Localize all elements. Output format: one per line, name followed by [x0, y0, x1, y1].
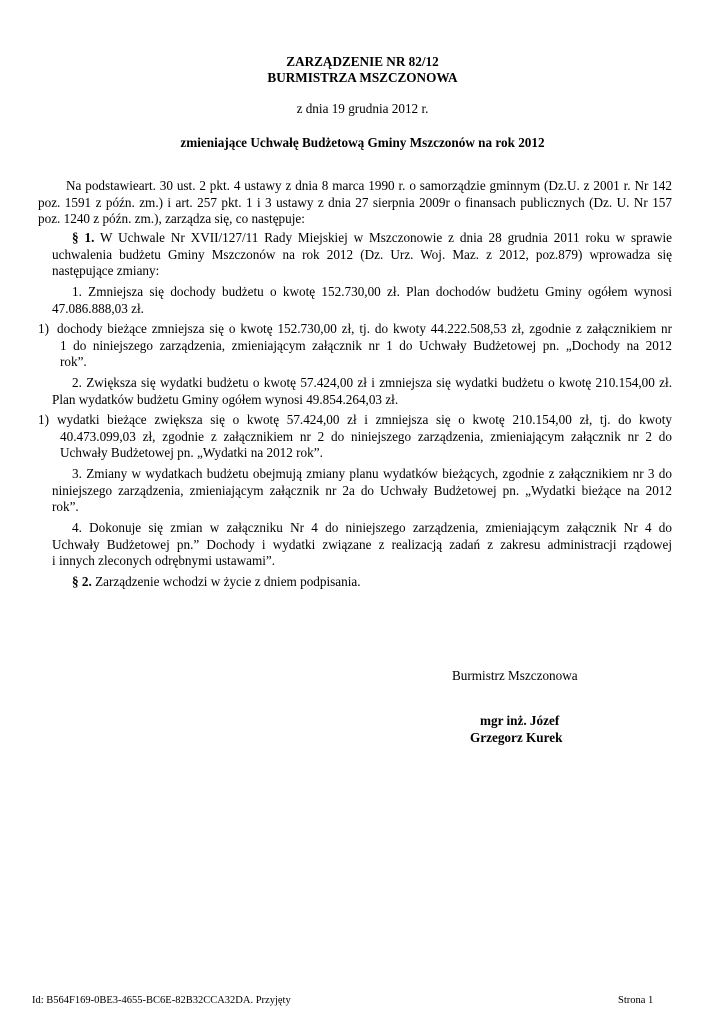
- point-1-line: 47.086.888,03 zł.: [52, 300, 144, 316]
- subitem-line: dochody bieżące zmniejsza się o kwotę 152.730,00 zł, tj. do kwoty 44.222.508,53 zł, zgodnie z załącznikiem nr: [57, 321, 672, 336]
- paragraph-1-text: W Uchwale Nr XVII/127/11 Rady Miejskiej w Mszczonowie z dnia 28 grudnia 2011 roku w sprawie: [100, 230, 672, 245]
- footer-page-number: Strona 1: [618, 995, 654, 1006]
- point-4: [52, 520, 672, 570]
- paragraph-2-text: Zarządzenie wchodzi w życie z dniem podpisania.: [95, 574, 361, 589]
- paragraph-2-label: § 2.: [72, 574, 92, 589]
- signature-name-line1: mgr inż. Józef: [480, 713, 560, 728]
- paragraph-1-label: § 1.: [72, 230, 95, 245]
- document-date: z dnia 19 grudnia 2012 r.: [296, 101, 429, 116]
- list-number: 1): [38, 321, 49, 336]
- paragraph-2-line: [52, 574, 672, 591]
- paragraph-1: [52, 230, 672, 280]
- point-4-line: i innych zleconych odrębnymi ustawami”.: [52, 553, 276, 568]
- point-1-subitem: [38, 321, 672, 371]
- document-title-line2: BURMISTRZA MSZCZONOWA: [267, 70, 458, 85]
- subitem-line: 40.473.099,03 zł, zgodnie z załącznikiem nr 2 do niniejszego zarządzenia, zmieniającym załącznik nr 2 do: [60, 428, 672, 444]
- point-3-line: 3. Zmiany w wydatkach budżetu obejmują zmiany planu wydatków bieżących, zgodnie z załącznikiem nr 3 do: [72, 466, 672, 481]
- document-title-line1: ZARZĄDZENIE NR 82/12: [286, 54, 439, 69]
- point-4-line: 4. Dokonuje się zmian w załączniku Nr 4 do niniejszego zarządzenia, zmieniającym załącznik Nr 4 do: [72, 520, 672, 535]
- point-3: [52, 466, 672, 516]
- subitem-line: 1 do niniejszego zarządzenia, zmieniającym załącznik nr 1 do Uchwały Budżetowej pn. „Dochody na 2012: [60, 337, 672, 353]
- subitem-line: wydatki bieżące zwiększa się o kwotę 57.424,00 zł i zmniejsza się o kwotę 210.154,00 zł, tj. do kwoty: [57, 412, 672, 427]
- preamble-line: poz. 1240 z późn. zm.), zarządza się, co następuje:: [38, 211, 305, 226]
- list-number: 1): [38, 412, 49, 427]
- point-3-line: rok”.: [52, 499, 79, 514]
- point-2-subitem: [38, 412, 672, 462]
- preamble-line: poz. 1591 z późn. zm.) i art. 257 pkt. 1 i 3 ustawy z dnia 27 sierpnia 2009r o finansach publicznych (Dz. U. Nr 157: [38, 194, 672, 210]
- point-2-line: Plan wydatków budżetu Gminy ogółem wynosi 49.854.264,03 zł.: [52, 391, 399, 407]
- point-2: [52, 375, 672, 408]
- preamble-line: Na podstawieart. 30 ust. 2 pkt. 4 ustawy z dnia 8 marca 1990 r. o samorządzie gminnym (Dz.U. z 2001 r. Nr 142: [66, 178, 672, 193]
- paragraph-1-line: uchwalenia budżetu Gminy Mszczonów na rok 2012 (Dz. Urz. Woj. Maz. z 2012, poz.879) wprowadza się: [52, 246, 672, 262]
- point-2-line: 2. Zwiększa się wydatki budżetu o kwotę 57.424,00 zł i zmniejsza się wydatki budżetu o kwotę 210.154,00 zł.: [72, 375, 672, 390]
- subitem-line: rok”.: [60, 354, 87, 369]
- document-subject: zmieniające Uchwałę Budżetową Gminy Mszczonów na rok 2012: [180, 135, 545, 150]
- point-1: [52, 284, 672, 317]
- point-3-line: niniejszego zarządzenia, zmieniającym załącznik nr 2a do Uchwały Budżetowej pn. „Wydatki bieżące na 2012: [52, 482, 672, 498]
- point-1-line: 1. Zmniejsza się dochody budżetu o kwotę 152.730,00 zł. Plan dochodów budżetu Gminy ogółem wynosi: [72, 284, 672, 299]
- footer-document-id: Id: B564F169-0BE3-4655-BC6E-82B32CCA32DA. Przyjęty: [32, 995, 291, 1006]
- subitem-line: Uchwały Budżetowej pn. „Wydatki na 2012 rok”.: [60, 445, 323, 460]
- point-4-line: Uchwały Budżetowej pn.” Dochody i wydatki związane z realizacją zadań z zakresu administracji rządowej: [52, 536, 672, 552]
- paragraph-1-line: [52, 230, 672, 247]
- paragraph-2: [52, 574, 672, 591]
- signature-name-line2: Grzegorz Kurek: [470, 730, 563, 745]
- preamble: [38, 178, 672, 228]
- paragraph-1-line: następujące zmiany:: [52, 263, 160, 278]
- signature-office: Burmistrz Mszczonowa: [452, 668, 578, 683]
